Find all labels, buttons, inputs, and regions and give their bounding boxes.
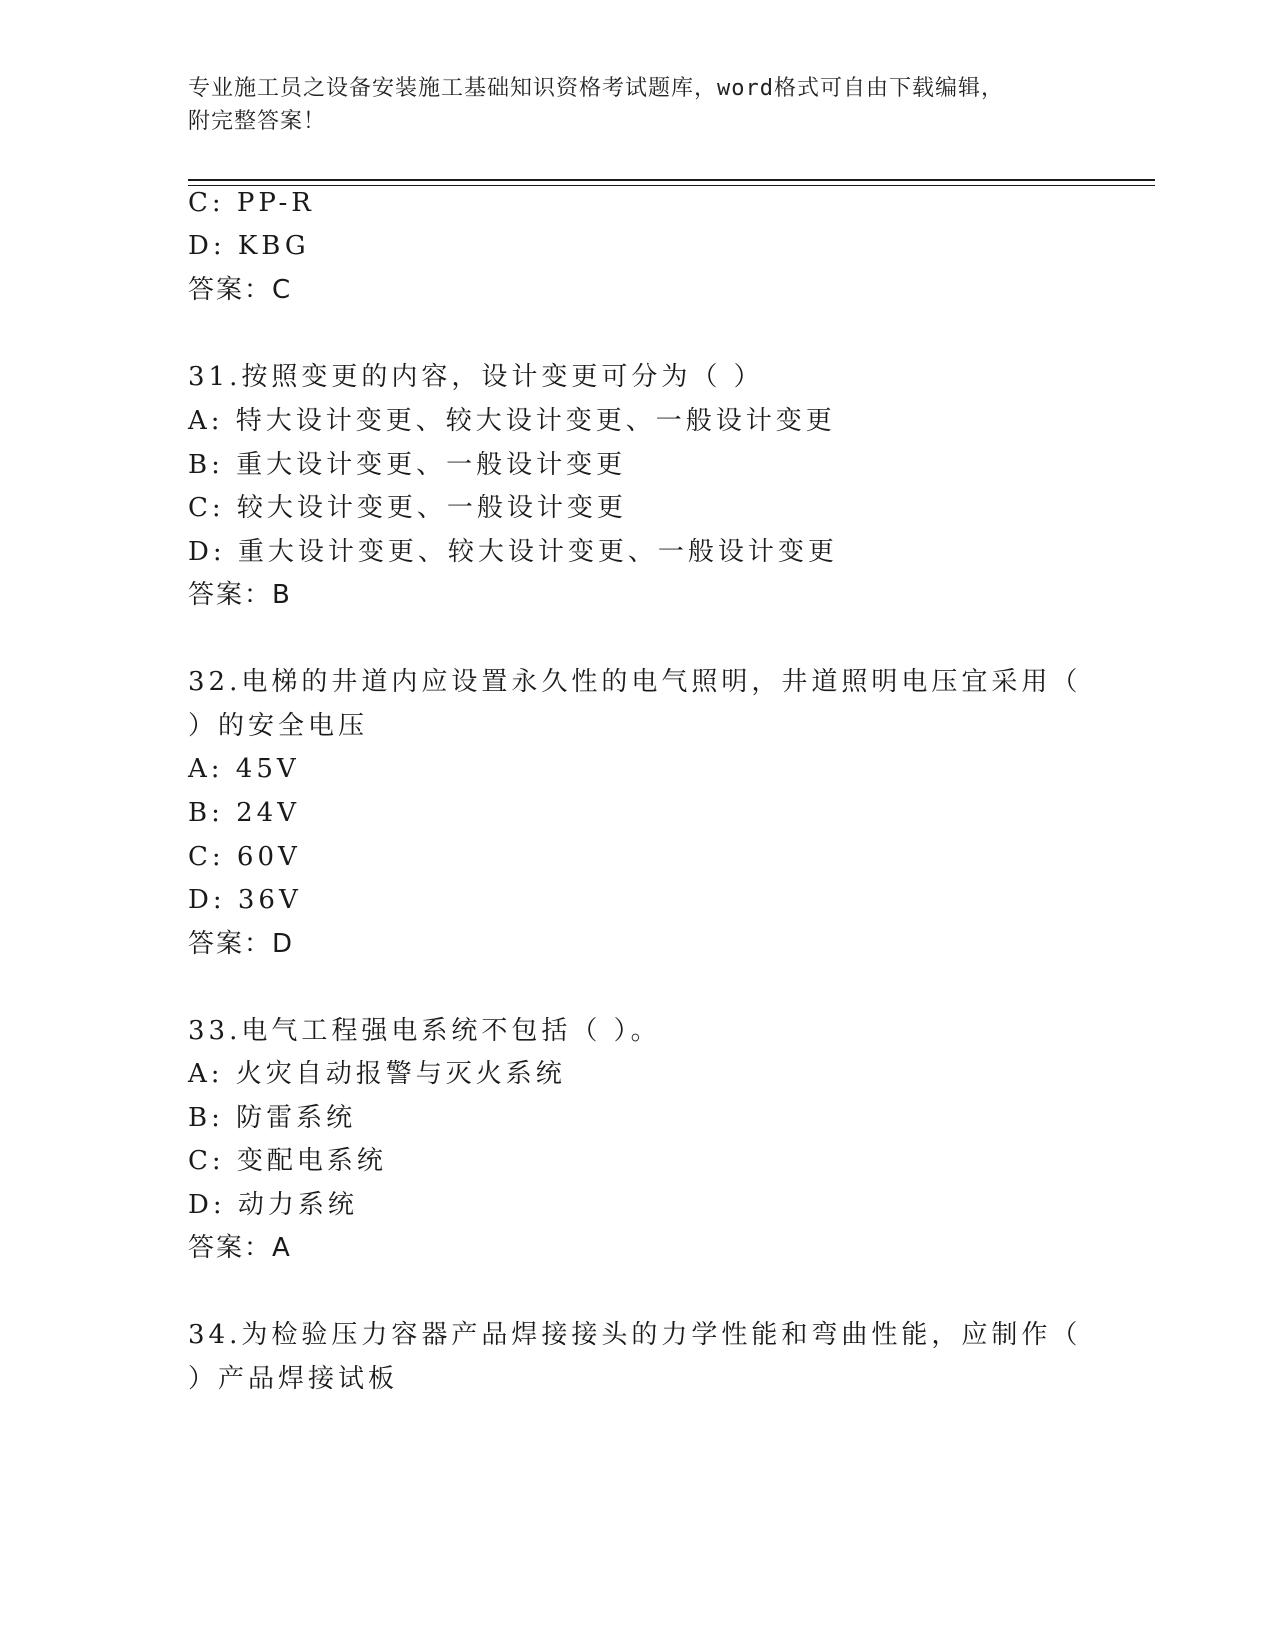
header-divider-thin [188,185,1155,186]
question-32-option-a: A: 45V [188,754,300,784]
question-33: 33.电气工程强电系统不包括（ ）。 [188,1016,661,1046]
answer-line: 答案：C [188,275,293,305]
question-32-line-2: ）的安全电压 [188,711,369,741]
header-divider-thick [188,179,1155,181]
question-34-line-1: 34.为检验压力容器产品焊接接头的力学性能和弯曲性能，应制作（ [188,1320,1082,1350]
question-33-option-a: A: 火灾自动报警与灭火系统 [188,1059,566,1089]
question-31: 31.按照变更的内容，设计变更可分为（ ） [188,362,764,392]
question-31-option-c: C: 较大设计变更、一般设计变更 [188,493,627,523]
question-34-line-2: ）产品焊接试板 [188,1364,399,1394]
question-31-option-b: B: 重大设计变更、一般设计变更 [188,450,627,480]
question-32-answer: 答案：D [188,929,295,959]
option-c: C: PP-R [188,188,315,218]
question-32-option-c: C: 60V [188,842,301,872]
option-d: D: KBG [188,231,310,261]
question-32-line-1: 32.电梯的井道内应设置永久性的电气照明，井道照明电压宜采用（ [188,667,1082,697]
question-31-option-a: A: 特大设计变更、较大设计变更、一般设计变更 [188,406,836,436]
question-32-option-d: D: 36V [188,885,302,915]
header-line-2: 附完整答案！ [188,109,327,134]
question-33-answer: 答案：A [188,1233,292,1263]
question-33-option-c: C: 变配电系统 [188,1146,387,1176]
question-33-option-b: B: 防雷系统 [188,1103,357,1133]
question-31-option-d: D: 重大设计变更、较大设计变更、一般设计变更 [188,537,838,567]
header-line-1: 专业施工员之设备安装施工基础知识资格考试题库，word格式可自由下载编辑， [188,76,1004,101]
question-32-option-b: B: 24V [188,798,300,828]
question-31-answer: 答案：B [188,580,292,610]
document-header [188,72,1088,138]
question-33-option-d: D: 动力系统 [188,1190,358,1220]
